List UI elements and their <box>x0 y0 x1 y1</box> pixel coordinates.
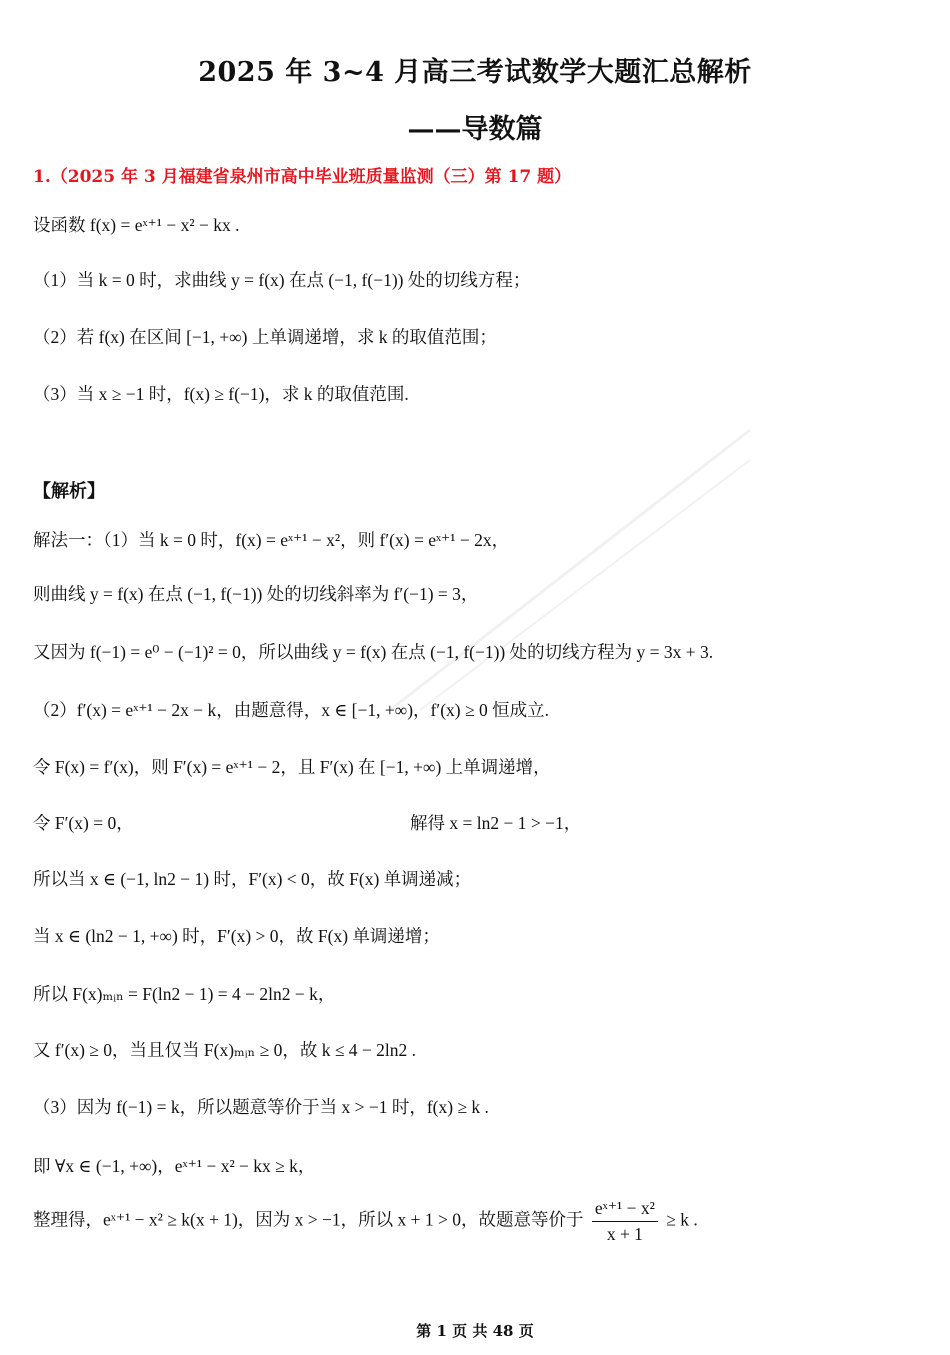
solution-line-12: 即 ∀x ∈ (−1, +∞)，eˣ⁺¹ − x² − kx ≥ k， <box>33 1156 316 1176</box>
solution-line-13-text: 整理得，eˣ⁺¹ − x² ≥ k(x + 1)，因为 x > −1，所以 x + 1 > 0，故题意等价于 <box>33 1209 584 1230</box>
fraction <box>592 1198 658 1245</box>
solution-line-1: 解法一：（1）当 k = 0 时，f(x) = eˣ⁺¹ − x²，则 f′(x) = eˣ⁺¹ − 2x， <box>33 530 510 550</box>
analysis-label: 【解析】 <box>33 481 105 502</box>
problem-part-2: （2）若 f(x) 在区间 [−1, +∞) 上单调递增，求 k 的取值范围； <box>33 327 497 347</box>
solution-line-6a: 令 F′(x) = 0， <box>33 813 134 833</box>
watermark-graphic <box>380 420 760 720</box>
page-footer: 第 1 页 共 48 页 <box>416 1322 534 1340</box>
page-subtitle: ——导数篇 <box>407 114 543 145</box>
solution-line-4: （2）f′(x) = eˣ⁺¹ − 2x − k，由题意得，x ∈ [−1, +∞)，f′(x) ≥ 0 恒成立. <box>33 700 549 720</box>
solution-line-3: 又因为 f(−1) = e⁰ − (−1)² = 0，所以曲线 y = f(x) 在点 (−1, f(−1)) 处的切线方程为 y = 3x + 3. <box>33 642 714 662</box>
fraction-numerator: eˣ⁺¹ − x² <box>592 1198 658 1222</box>
page-title: 2025 年 3~4 月高三考试数学大题汇总解析 <box>198 57 752 88</box>
solution-line-7: 所以当 x ∈ (−1, ln2 − 1) 时，F′(x) < 0，故 F(x) 单调递减； <box>33 869 472 889</box>
problem-intro: 设函数 f(x) = eˣ⁺¹ − x² − kx . <box>33 215 240 235</box>
solution-line-10: 又 f′(x) ≥ 0，当且仅当 F(x)ₘᵢₙ ≥ 0，故 k ≤ 4 − 2ln2 . <box>33 1040 417 1060</box>
problem-part-1: （1）当 k = 0 时，求曲线 y = f(x) 在点 (−1, f(−1)) 处的切线方程； <box>33 270 531 290</box>
solution-line-6b: 解得 x = ln2 − 1 > −1， <box>410 813 582 833</box>
fraction-denominator: x + 1 <box>606 1224 643 1244</box>
solution-line-13-end: ≥ k . <box>666 1209 698 1230</box>
solution-line-13 <box>33 1198 698 1245</box>
question-header: 1.（2025 年 3 月福建省泉州市高中毕业班质量监测（三）第 17 题） <box>33 167 572 187</box>
solution-line-5: 令 F(x) = f′(x)，则 F′(x) = eˣ⁺¹ − 2，且 F′(x) 在 [−1, +∞) 上单调递增， <box>33 757 551 777</box>
solution-line-2: 则曲线 y = f(x) 在点 (−1, f(−1)) 处的切线斜率为 f′(−1) = 3， <box>33 584 479 604</box>
solution-line-11: （3）因为 f(−1) = k，所以题意等价于当 x > −1 时，f(x) ≥ k . <box>33 1097 489 1117</box>
solution-line-9: 所以 F(x)ₘᵢₙ = F(ln2 − 1) = 4 − 2ln2 − k， <box>33 984 336 1004</box>
solution-line-8: 当 x ∈ (ln2 − 1, +∞) 时，F′(x) > 0，故 F(x) 单调递增； <box>33 926 440 946</box>
problem-part-3: （3）当 x ≥ −1 时，f(x) ≥ f(−1)，求 k 的取值范围. <box>33 384 409 404</box>
